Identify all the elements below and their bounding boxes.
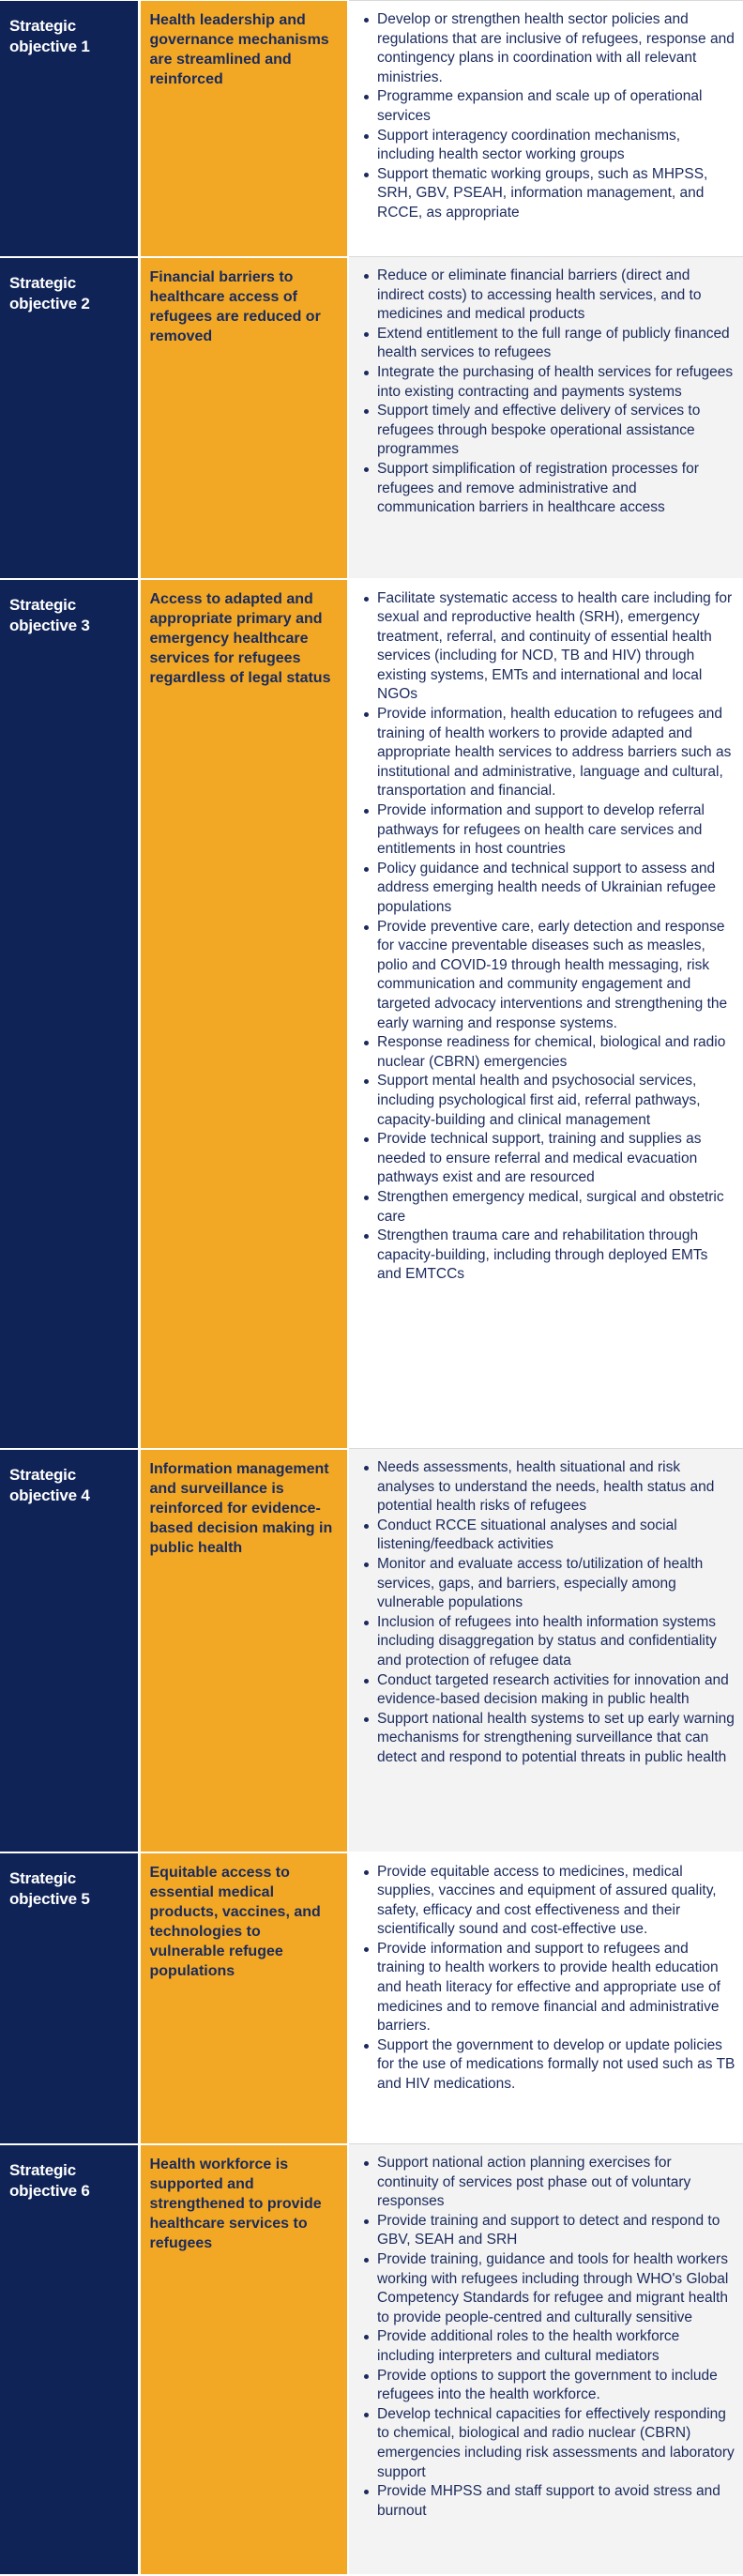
goal-cell bbox=[139, 2144, 348, 2575]
goal-text: Equitable access to essential medical products, vaccines, and technologies to vulnerable refugee populations bbox=[149, 1864, 321, 1979]
activity-item: Support simplification of registration processes for refugees and remove administrative and communication barriers in healthcare access bbox=[377, 460, 735, 518]
objective-cell bbox=[0, 1, 139, 257]
activity-item: Needs assessments, health situational and risk analyses to understand the needs, health status and potential health risks of refugees bbox=[377, 1458, 735, 1517]
activity-item: Provide technical support, training and supplies as needed to ensure referral and medical evacuation pathways exist and are resourced bbox=[377, 1130, 735, 1188]
goal-cell bbox=[139, 257, 348, 579]
objective-cell bbox=[0, 579, 139, 1449]
activity-item: Provide information, health education to refugees and training of health workers to provide adapted and appropriate health services to address barriers such as institutional and administrative, language and cultural, transportation and financial. bbox=[377, 705, 735, 801]
activities-list bbox=[349, 257, 743, 526]
activity-item: Conduct RCCE situational analyses and social listening/feedback activities bbox=[377, 1517, 735, 1555]
activity-item: Support national action planning exercises for continuity of services post phase out of voluntary responses bbox=[377, 2154, 735, 2212]
activity-item: Programme expansion and scale up of operational services bbox=[377, 87, 735, 126]
activity-item: Response readiness for chemical, biological and radio nuclear (CBRN) emergencies bbox=[377, 1033, 735, 1072]
activity-item: Develop technical capacities for effectively responding to chemical, biological and radio nuclear (CBRN) emergencies including risk assessments and laboratory support bbox=[377, 2405, 735, 2482]
activities-cell bbox=[348, 1449, 743, 1852]
activity-item: Integrate the purchasing of health services for refugees into existing contracting and payments systems bbox=[377, 363, 735, 402]
activities-cell bbox=[348, 257, 743, 579]
activities-list bbox=[349, 1853, 743, 2102]
goal-text: Information management and surveillance is reinforced for evidence-based decision making in public health bbox=[149, 1460, 333, 1556]
objective-row bbox=[0, 1, 743, 257]
objective-row bbox=[0, 257, 743, 579]
objective-cell bbox=[0, 1852, 139, 2144]
objective-row bbox=[0, 1449, 743, 1852]
activities-cell bbox=[348, 2144, 743, 2575]
activity-item: Provide preventive care, early detection and response for vaccine preventable diseases such as measles, polio and COVID-19 through health messaging, risk communication and community engagement and targeted advocacy interventions and strengthening the early warning and response systems. bbox=[377, 918, 735, 1034]
activity-item: Support the government to develop or update policies for the use of medications formally not used such as TB and HIV medications. bbox=[377, 2036, 735, 2095]
activities-list bbox=[349, 2144, 743, 2528]
activity-item: Reduce or eliminate financial barriers (direct and indirect costs) to accessing health services, and to medicines and medical products bbox=[377, 267, 735, 325]
activities-cell bbox=[348, 579, 743, 1449]
goal-text: Financial barriers to healthcare access of refugees are reduced or removed bbox=[149, 268, 321, 344]
objective-row bbox=[0, 1852, 743, 2144]
goal-text: Health workforce is supported and strengthened to provide healthcare services to refugees bbox=[149, 2156, 322, 2251]
goal-cell bbox=[139, 579, 348, 1449]
objective-row bbox=[0, 579, 743, 1449]
activity-item: Provide equitable access to medicines, medical supplies, vaccines and equipment of assured quality, safety, efficacy and cost effectiveness and their scientifically sound and cost-effective use. bbox=[377, 1863, 735, 1940]
activity-item: Provide training and support to detect and respond to GBV, SEAH and SRH bbox=[377, 2212, 735, 2250]
activities-list bbox=[349, 1449, 743, 1776]
activity-item: Provide information and support to develop referral pathways for refugees on health care services and entitlements in host countries bbox=[377, 801, 735, 860]
activities-cell bbox=[348, 1, 743, 257]
objective-cell bbox=[0, 1449, 139, 1852]
activities-list bbox=[349, 1, 743, 231]
objective-row bbox=[0, 2144, 743, 2575]
activity-item: Support timely and effective delivery of services to refugees through bespoke operational assistance programmes bbox=[377, 402, 735, 460]
objective-label: Strategic objective 4 bbox=[9, 1465, 90, 1504]
activity-item: Support thematic working groups, such as MHPSS, SRH, GBV, PSEAH, information management, and RCCE, as appropriate bbox=[377, 165, 735, 223]
activity-item: Strengthen emergency medical, surgical and obstetric care bbox=[377, 1188, 735, 1227]
objective-label: Strategic objective 2 bbox=[9, 273, 90, 312]
activity-item: Develop or strengthen health sector policies and regulations that are inclusive of refugees, response and contingency plans in coordination with all relevant ministries. bbox=[377, 10, 735, 87]
activity-item: Strengthen trauma care and rehabilitation through capacity-building, including through deployed EMTs and EMTCCs bbox=[377, 1227, 735, 1285]
activity-item: Support national health systems to set up early warning mechanisms for strengthening surveillance that can detect and respond to potential threats in public health bbox=[377, 1710, 735, 1768]
activities-cell bbox=[348, 1852, 743, 2144]
activity-item: Extend entitlement to the full range of publicly financed health services to refugees bbox=[377, 325, 735, 363]
table-body bbox=[0, 1, 743, 2575]
objective-label: Strategic objective 6 bbox=[9, 2160, 90, 2200]
goal-text: Access to adapted and appropriate primary and emergency healthcare services for refugees regardless of legal status bbox=[149, 590, 331, 686]
activity-item: Support mental health and psychosocial services, including psychological first aid, referral pathways, capacity-building and clinical management bbox=[377, 1072, 735, 1130]
activity-item: Inclusion of refugees into health information systems including disaggregation by status and confidentiality and protection of refugee data bbox=[377, 1613, 735, 1671]
objective-cell bbox=[0, 257, 139, 579]
objective-cell bbox=[0, 2144, 139, 2575]
goal-cell bbox=[139, 1, 348, 257]
activities-list bbox=[349, 580, 743, 1292]
activity-item: Provide training, guidance and tools for health workers working with refugees including through WHO's Global Competency Standards for refugee and migrant health to provide people-centred and culturally sensitive bbox=[377, 2250, 735, 2327]
activity-item: Monitor and evaluate access to/utilization of health services, gaps, and barriers, especially among vulnerable populations bbox=[377, 1555, 735, 1613]
activity-item: Provide information and support to refugees and training to health workers to provide health education and heath literacy for effective and appropriate use of medicines and to remove financial and administrative barriers. bbox=[377, 1940, 735, 2036]
objective-label: Strategic objective 1 bbox=[9, 16, 90, 55]
goal-text: Health leadership and governance mechanisms are streamlined and reinforced bbox=[149, 11, 329, 87]
activity-item: Provide additional roles to the health workforce including interpreters and cultural mediators bbox=[377, 2327, 735, 2366]
activity-item: Conduct targeted research activities for innovation and evidence-based decision making in public health bbox=[377, 1671, 735, 1710]
goal-cell bbox=[139, 1852, 348, 2144]
activity-item: Policy guidance and technical support to assess and address emerging health needs of Ukrainian refugee populations bbox=[377, 860, 735, 918]
goal-cell bbox=[139, 1449, 348, 1852]
activity-item: Provide options to support the government to include refugees into the health workforce. bbox=[377, 2367, 735, 2405]
activity-item: Facilitate systematic access to health care including for sexual and reproductive health (SRH), emergency treatment, referral, and continuity of essential health services (including for NCD, TB and HIV) through existing systems, EMTs and international and local NGOs bbox=[377, 589, 735, 706]
objective-label: Strategic objective 3 bbox=[9, 595, 90, 634]
activity-item: Support interagency coordination mechanisms, including health sector working groups bbox=[377, 127, 735, 165]
objective-label: Strategic objective 5 bbox=[9, 1868, 90, 1908]
activity-item: Provide MHPSS and staff support to avoid stress and burnout bbox=[377, 2482, 735, 2521]
